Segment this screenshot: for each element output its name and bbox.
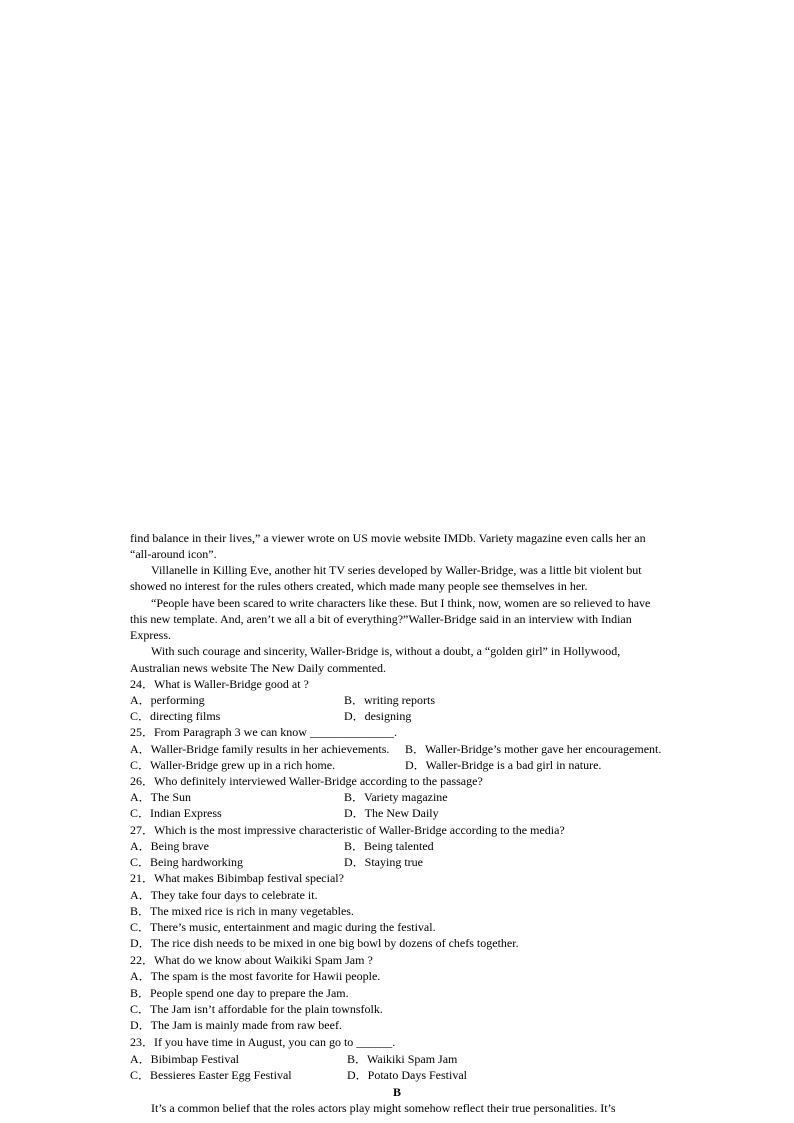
passage-line: find balance in their lives,” a viewer wrote on US movie website IMDb. Variety magazine even calls her an bbox=[130, 531, 646, 545]
option-d: D．Staying true bbox=[344, 855, 423, 869]
question-stem: 22．What do we know about Waikiki Spam Jam ? bbox=[130, 953, 373, 967]
section-heading: B bbox=[392, 1085, 401, 1099]
question-stem: 21．What makes Bibimbap festival special? bbox=[130, 871, 344, 885]
option-a: A．The Sun bbox=[130, 790, 191, 804]
option-d: D．designing bbox=[344, 709, 412, 723]
question-stem: 25．From Paragraph 3 we can know ______________. bbox=[130, 725, 397, 739]
passage-line: this new template. And, aren’t we all a bit of everything?”Waller-Bridge said in an interview with Indian bbox=[130, 612, 632, 626]
option-d: D．Potato Days Festival bbox=[347, 1068, 467, 1082]
option-d: D．The New Daily bbox=[344, 806, 439, 820]
option-b: B．Variety magazine bbox=[344, 790, 448, 804]
option-a: A．The spam is the most favorite for Hawii people. bbox=[130, 969, 381, 983]
option-c: C．There’s music, entertainment and magic during the festival. bbox=[130, 920, 436, 934]
option-a: A．Bibimbap Festival bbox=[130, 1052, 239, 1066]
option-c: C．Indian Express bbox=[130, 806, 222, 820]
option-c: C．directing films bbox=[130, 709, 221, 723]
option-b: B．The mixed rice is rich in many vegetables. bbox=[130, 904, 354, 918]
option-c: C．The Jam isn’t affordable for the plain townsfolk. bbox=[130, 1002, 383, 1016]
option-d: D．The Jam is mainly made from raw beef. bbox=[130, 1018, 342, 1032]
passage-line: showed no interest for the rules others created, which made many people see themselves in her. bbox=[130, 579, 588, 593]
passage-line: Villanelle in Killing Eve, another hit TV series developed by Waller-Bridge, was a little bit violent but bbox=[151, 563, 642, 577]
question-stem: 26．Who definitely interviewed Waller-Bridge according to the passage? bbox=[130, 774, 483, 788]
option-c: C．Waller-Bridge grew up in a rich home. bbox=[130, 758, 336, 772]
option-b: B．Waikiki Spam Jam bbox=[347, 1052, 458, 1066]
passage-line: Express. bbox=[130, 628, 171, 642]
option-b: B．Being talented bbox=[344, 839, 434, 853]
question-stem: 24．What is Waller-Bridge good at ? bbox=[130, 677, 309, 691]
option-d: D．The rice dish needs to be mixed in one big bowl by dozens of chefs together. bbox=[130, 936, 519, 950]
question-stem: 23．If you have time in August, you can go to ______. bbox=[130, 1035, 396, 1049]
option-a: A．Being brave bbox=[130, 839, 209, 853]
option-a: A．performing bbox=[130, 693, 205, 707]
option-c: C．Bessieres Easter Egg Festival bbox=[130, 1068, 292, 1082]
passage-line: “People have been scared to write characters like these. But I think, now, women are so relieved to have bbox=[151, 596, 651, 610]
option-d: D．Waller-Bridge is a bad girl in nature. bbox=[405, 758, 602, 772]
question-stem: 27．Which is the most impressive characteristic of Waller-Bridge according to the media? bbox=[130, 823, 565, 837]
passage-line: It’s a common belief that the roles actors play might somehow reflect their true personalities. It’s bbox=[151, 1101, 616, 1115]
option-a: A．They take four days to celebrate it. bbox=[130, 888, 318, 902]
option-b: B．writing reports bbox=[344, 693, 435, 707]
passage-line: “all-around icon”. bbox=[130, 547, 217, 561]
option-c: C．Being hardworking bbox=[130, 855, 243, 869]
option-b: B．People spend one day to prepare the Jam. bbox=[130, 986, 349, 1000]
passage-line: Australian news website The New Daily commented. bbox=[130, 661, 387, 675]
option-a: A．Waller-Bridge family results in her achievements. bbox=[130, 742, 390, 756]
passage-line: With such courage and sincerity, Waller-Bridge is, without a doubt, a “golden girl” in Hollywood, bbox=[151, 644, 621, 658]
option-b: B．Waller-Bridge’s mother gave her encouragement. bbox=[405, 742, 662, 756]
